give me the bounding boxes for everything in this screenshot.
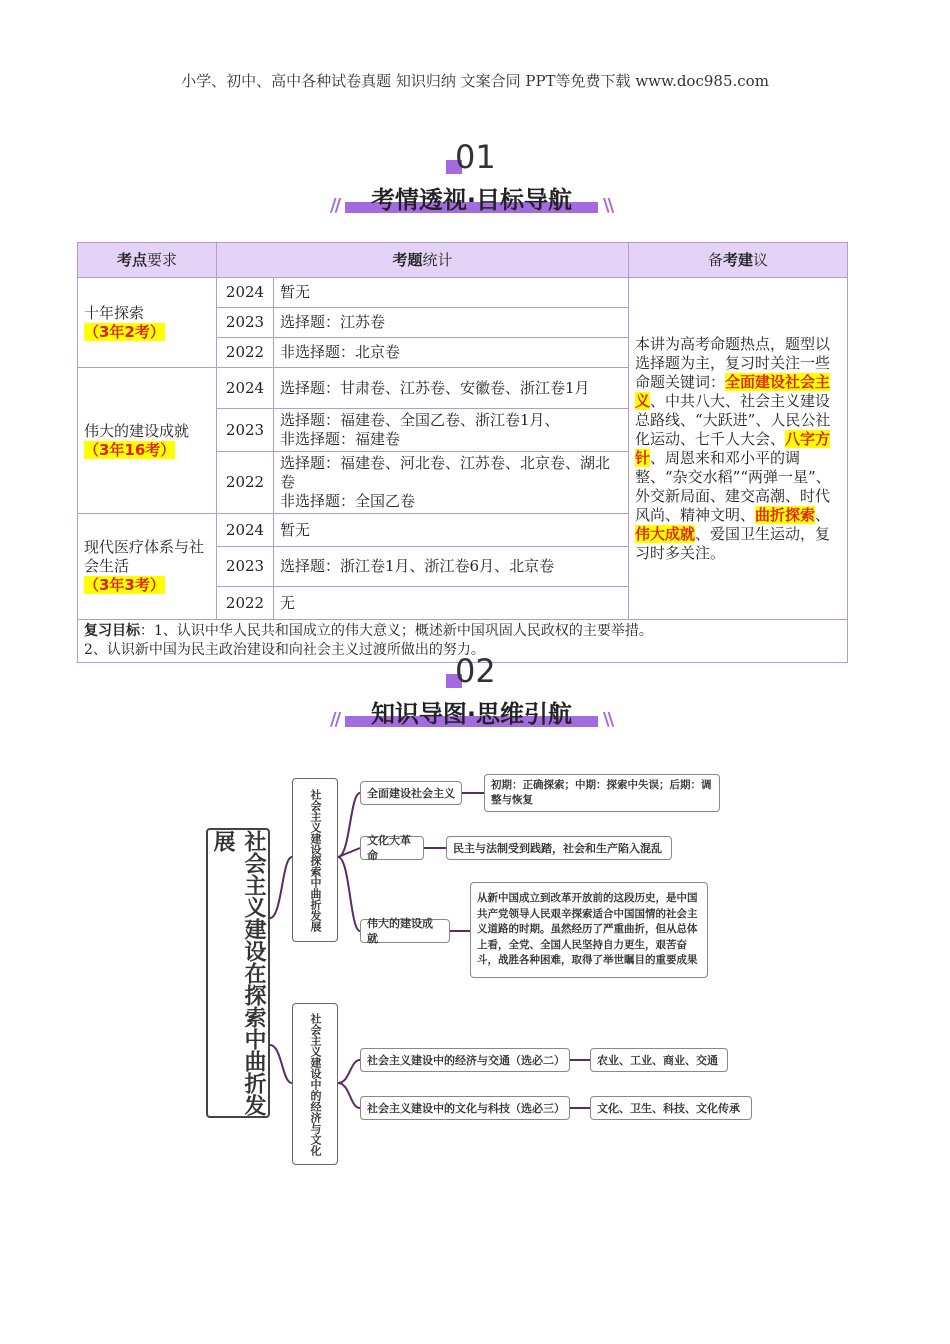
title-slashes-left: //	[330, 195, 340, 216]
title-slashes-left: //	[330, 709, 340, 730]
section-number: 01	[455, 138, 496, 176]
stats-cell: 选择题：福建卷、河北卷、江苏卷、北京卷、湖北卷 非选择题：全国乙卷	[274, 452, 629, 514]
header-advice: 备考建议	[629, 243, 848, 278]
advice-cell: 本讲为高考命题热点，题型以选择题为主，复习时关注一些命题关键词：全面建设社会主义、中共八大、社会主义建设总路线、“大跃进”、人民公社化运动、七千人大会、八字方针、周恩来和邓小平的调整、“杂交水稻”“两弹一星”、外交新局面、建交高潮、时代风尚、精神文明、曲折探索、伟大成就、爱国卫生运动，复习时多关注。	[629, 278, 848, 620]
year-cell: 2024	[217, 368, 274, 409]
mindmap-root: 社会主义建设在探索中曲折发展	[206, 828, 270, 1118]
keyword-highlight: 曲折探索	[755, 505, 816, 524]
exam-table	[77, 242, 848, 663]
mindmap-branch-1: 社会主义建设探索中曲折发展	[292, 778, 338, 942]
exam-count-badge: （3年3考）	[84, 576, 165, 594]
stats-cell: 无	[274, 587, 629, 620]
mindmap-node-full-construction: 全面建设社会主义	[360, 781, 462, 805]
keyword-highlight: 八字方针	[635, 429, 831, 467]
stats-cell: 选择题：浙江卷1月、浙江卷6月、北京卷	[274, 547, 629, 587]
exam-count-badge: （3年16考）	[84, 440, 176, 459]
mindmap-node-economy-transport: 社会主义建设中的经济与交通（选必二）	[360, 1048, 570, 1072]
mindmap-node-achievements: 伟大的建设成就	[360, 919, 450, 943]
stats-cell: 选择题：甘肃卷、江苏卷、安徽卷、浙江卷1月	[274, 368, 629, 409]
mindmap-node-culture-tech: 社会主义建设中的文化与科技（选必三）	[360, 1096, 570, 1120]
section-number: 02	[455, 652, 496, 690]
stats-cell: 暂无	[274, 514, 629, 547]
title-slashes-right: \\	[603, 195, 613, 216]
year-cell: 2023	[217, 308, 274, 338]
topic-cell: 伟大的建设成就 （3年16考）	[78, 368, 217, 514]
header-stats: 考题统计	[217, 243, 629, 278]
title-slashes-right: \\	[603, 709, 613, 730]
page-header: 小学、初中、高中各种试卷真题 知识归纳 文案合同 PPT等免费下载 www.doc985.com	[181, 72, 769, 90]
topic-cell: 现代医疗体系与社会生活 （3年3考）	[78, 514, 217, 620]
year-cell: 2022	[217, 452, 274, 514]
year-cell: 2023	[217, 409, 274, 452]
stats-cell: 非选择题：北京卷	[274, 338, 629, 368]
stats-cell: 暂无	[274, 278, 629, 308]
keyword-highlight: 全面建设社会主义	[635, 372, 831, 410]
mindmap-detail: 农业、工业、商业、交通	[590, 1048, 728, 1072]
header-topic: 考点要求	[78, 243, 217, 278]
mindmap-detail: 民主与法制受到践踏，社会和生产陷入混乱	[446, 836, 672, 860]
topic-cell: 十年探索 （3年2考）	[78, 278, 217, 368]
year-cell: 2024	[217, 514, 274, 547]
mindmap-detail: 从新中国成立到改革开放前的这段历史，是中国共产党领导人民艰辛探索适合中国国情的社会主义道路的时期。虽然经历了严重曲折，但从总体上看，全党、全国人民坚持自力更生，艰苦奋斗，战胜各种困难，取得了举世瞩目的重要成果	[470, 882, 708, 978]
mindmap-detail: 初期：正确探索；中期：探索中失误；后期：调整与恢复	[484, 774, 720, 812]
stats-cell: 选择题：福建卷、全国乙卷、浙江卷1月、 非选择题：福建卷	[274, 409, 629, 452]
exam-count-badge: （3年2考）	[84, 322, 165, 341]
mindmap-node-cultural-revolution: 文化大革命	[360, 836, 424, 860]
year-cell: 2022	[217, 338, 274, 368]
year-cell: 2023	[217, 547, 274, 587]
year-cell: 2022	[217, 587, 274, 620]
mindmap-branch-2: 社会主义建设中的经济与文化	[292, 1003, 338, 1165]
stats-cell: 选择题：江苏卷	[274, 308, 629, 338]
year-cell: 2024	[217, 278, 274, 308]
table-header-row	[78, 243, 848, 278]
keyword-highlight: 伟大成就	[635, 524, 696, 543]
table-row	[78, 278, 848, 308]
section-title: 考情透视·目标导航	[370, 186, 573, 214]
review-goal: 复习目标：1、认识中华人民共和国成立的伟大意义；概述新中国巩固人民政权的主要举措。 2、认识新中国为民主政治建设和向社会主义过渡所做出的努力。	[78, 620, 848, 663]
mindmap-detail: 文化、卫生、科技、文化传承	[590, 1096, 752, 1120]
section-title: 知识导图·思维引航	[370, 700, 573, 728]
